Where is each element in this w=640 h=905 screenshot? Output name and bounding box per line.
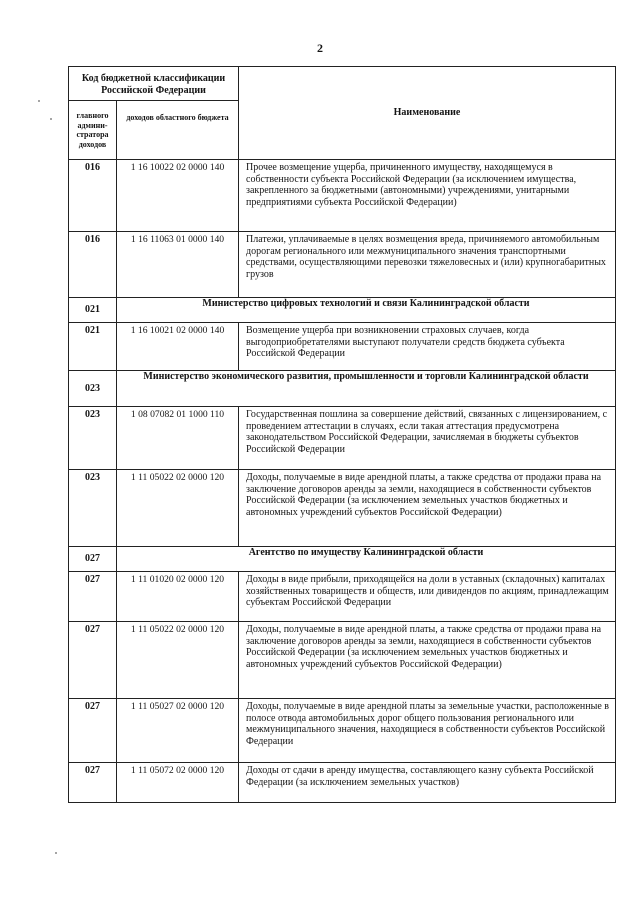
admin-code: 027 xyxy=(69,547,117,572)
income-name: Государственная пошлина за совершение действий, связанных с лицензированием, с проведением аттестации в случаях, если такая аттестация предусмотрена законодательством Российской Федерации, зачисляемая в бюджеты субъектов Российской Федерации xyxy=(239,407,616,470)
admin-code: 023 xyxy=(69,371,117,407)
ministry-title: Агентство по имуществу Калининградской области xyxy=(117,547,616,572)
admin-code: 023 xyxy=(69,470,117,547)
income-name: Доходы в виде прибыли, приходящейся на доли в уставных (складочных) капиталах хозяйственных товариществ и обществ, или дивидендов по акциям, принадлежащим субъектам Российской Федерации xyxy=(239,572,616,622)
admin-code: 021 xyxy=(69,298,117,323)
income-code: 1 16 11063 01 0000 140 xyxy=(117,232,239,298)
income-name: Доходы, получаемые в виде арендной платы, а также средства от продажи права на заключение договоров аренды за земли, находящиеся в собственности субъектов Российской Федерации (за исключением земельных участков бюджетных и автономных учреждений субъектов Российской Федерации) xyxy=(239,622,616,699)
header-row xyxy=(69,67,616,101)
admin-code: 027 xyxy=(69,622,117,699)
admin-code: 027 xyxy=(69,572,117,622)
income-code: 1 16 10021 02 0000 140 xyxy=(117,323,239,371)
admin-code: 021 xyxy=(69,323,117,371)
table-row xyxy=(69,470,616,547)
table-row xyxy=(69,323,616,371)
income-name: Доходы от сдачи в аренду имущества, составляющего казну субъекта Российской Федерации (за исключением земельных участков) xyxy=(239,763,616,803)
scan-speck xyxy=(55,852,57,854)
page-number: 2 xyxy=(317,41,323,55)
income-name: Платежи, уплачиваемые в целях возмещения вреда, причиняемого автомобильным дорогам регионального или межмуниципального значения транспортными средствами, осуществляющими перевозки тяжеловесных и (или) крупногабаритных грузов xyxy=(239,232,616,298)
income-code: 1 11 05027 02 0000 120 xyxy=(117,699,239,763)
admin-code: 016 xyxy=(69,232,117,298)
table-row xyxy=(69,763,616,803)
scan-speck xyxy=(50,118,52,120)
income-code: 1 11 01020 02 0000 120 xyxy=(117,572,239,622)
table-row xyxy=(69,232,616,298)
admin-code: 027 xyxy=(69,699,117,763)
code-header: Код бюджетной классификации Российской Федерации xyxy=(69,67,239,101)
table-row xyxy=(69,572,616,622)
budget-classification-table xyxy=(68,66,616,803)
table-row xyxy=(69,407,616,470)
ministry-title: Министерство экономического развития, промышленности и торговли Калининградской области xyxy=(117,371,616,407)
income-code: 1 08 07082 01 1000 110 xyxy=(117,407,239,470)
income-code: 1 11 05022 02 0000 120 xyxy=(117,470,239,547)
income-name: Доходы, получаемые в виде арендной платы за земельные участки, расположенные в полосе отвода автомобильных дорог общего пользования регионального или межмуниципального значения, находящиеся в собственности субъектов Российской Федерации xyxy=(239,699,616,763)
income-name: Доходы, получаемые в виде арендной платы, а также средства от продажи права на заключение договоров аренды за земли, находящиеся в собственности субъектов Российской Федерации (за исключением земельных участков бюджетных и автономных учреждений субъектов Российской Федерации) xyxy=(239,470,616,547)
income-name: Возмещение ущерба при возникновении страховых случаев, когда выгодоприобретателями выступают получатели средств бюджета субъекта Российской Федерации xyxy=(239,323,616,371)
admin-column-header: главного админи-стратора доходов xyxy=(69,101,117,160)
admin-code: 027 xyxy=(69,763,117,803)
ministry-title: Министерство цифровых технологий и связи Калининградской области xyxy=(117,298,616,323)
admin-code: 016 xyxy=(69,160,117,232)
income-code: 1 11 05022 02 0000 120 xyxy=(117,622,239,699)
name-header: Наименование xyxy=(239,67,616,160)
income-code: 1 11 05072 02 0000 120 xyxy=(117,763,239,803)
admin-code: 023 xyxy=(69,407,117,470)
table-row xyxy=(69,160,616,232)
table-row xyxy=(69,699,616,763)
table-row xyxy=(69,622,616,699)
income-code: 1 16 10022 02 0000 140 xyxy=(117,160,239,232)
income-column-header: доходов областного бюджета xyxy=(117,101,239,160)
income-name: Прочее возмещение ущерба, причиненного имуществу, находящемуся в собственности субъекта Российской Федерации (за исключением имущества, закрепленного за бюджетными (автономными) учреждениями, унитарными предприятиями субъекта Российской Федерации) xyxy=(239,160,616,232)
ministry-row xyxy=(69,298,616,323)
ministry-row xyxy=(69,371,616,407)
scan-speck xyxy=(38,100,40,102)
ministry-row xyxy=(69,547,616,572)
